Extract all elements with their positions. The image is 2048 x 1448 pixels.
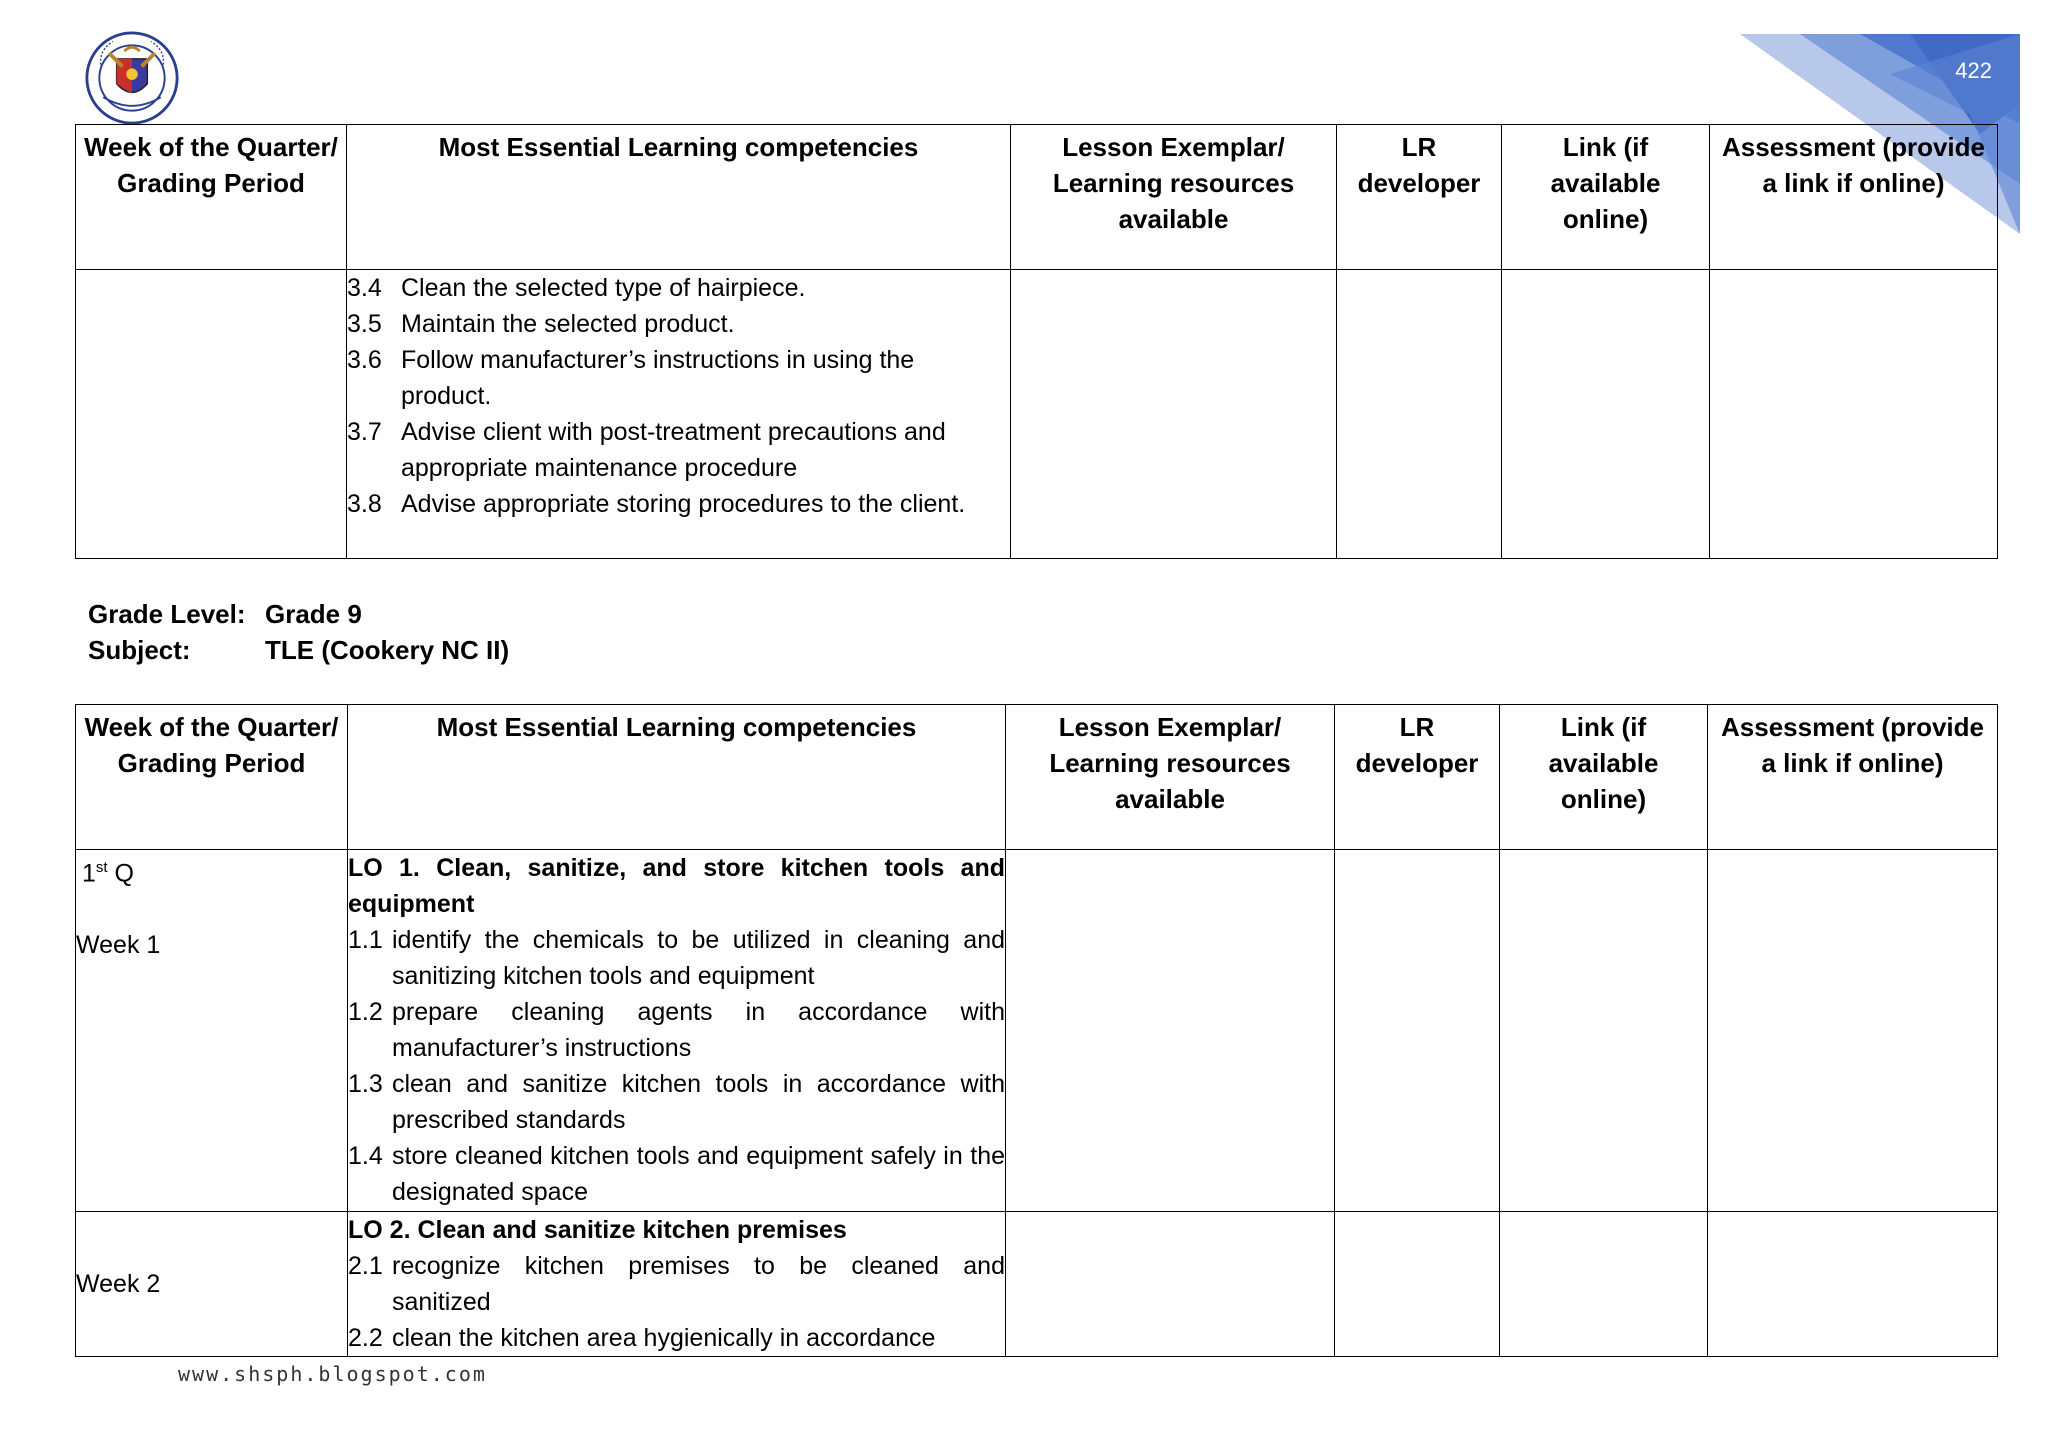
lr-developer-cell — [1335, 1212, 1500, 1357]
assessment-cell — [1710, 270, 1998, 559]
competencies-cell — [347, 270, 1011, 559]
link-cell — [1502, 270, 1710, 559]
lo-title: LO 1. Clean, sanitize, and store kitchen tools and equipment — [348, 854, 1005, 918]
week-cell — [76, 1212, 348, 1357]
item-number: 1.3 — [348, 1070, 383, 1098]
item-number: 2.2 — [348, 1324, 383, 1352]
item-number: 2.1 — [348, 1252, 383, 1280]
col-header-assessment: Assessment (provide a link if online) — [1708, 705, 1998, 850]
item-number: 1.1 — [348, 926, 383, 954]
item-text: clean the kitchen area hygienically in accordance — [392, 1324, 936, 1352]
col-header-lesson-exemplar: Lesson Exemplar/ Learning resources available — [1006, 705, 1335, 850]
col-header-link: Link (if available online) — [1500, 705, 1708, 850]
item-number: 3.5 — [347, 310, 382, 338]
assessment-cell — [1708, 1212, 1998, 1357]
link-cell — [1500, 850, 1708, 1212]
item-number: 3.4 — [347, 274, 382, 302]
item-text: clean and sanitize kitchen tools in accordance with prescribed standards — [392, 1070, 1005, 1134]
week-label: Week 1 — [76, 931, 161, 960]
list-item — [348, 1066, 1005, 1138]
table-row — [76, 1212, 1998, 1357]
list-item — [347, 342, 1010, 414]
lesson-exemplar-cell — [1006, 1212, 1335, 1357]
list-item — [347, 486, 1010, 522]
lo-title: LO 2. Clean and sanitize kitchen premises — [348, 1216, 847, 1244]
competencies-table-continued — [75, 124, 1998, 559]
lesson-exemplar-cell — [1011, 270, 1337, 559]
grade-subject-info — [88, 596, 509, 668]
item-text: store cleaned kitchen tools and equipment safely in the designated space — [392, 1142, 1005, 1206]
table-header-row — [76, 705, 1998, 850]
subject-label: Subject: — [88, 635, 191, 665]
grade-level-value: Grade 9 — [265, 599, 362, 629]
item-text: Advise appropriate storing procedures to the client. — [401, 490, 966, 518]
col-header-week: Week of the Quarter/ Grading Period — [76, 705, 348, 850]
subject-value: TLE (Cookery NC II) — [265, 635, 510, 665]
item-text: prepare cleaning agents in accordance with manufacturer’s instructions — [392, 998, 1005, 1062]
item-text: Clean the selected type of hairpiece. — [401, 274, 806, 302]
list-item — [348, 994, 1005, 1066]
col-header-competencies: Most Essential Learning competencies — [347, 125, 1011, 270]
list-item — [348, 1138, 1005, 1210]
page-number: 422 — [1955, 58, 1992, 83]
item-number: 3.8 — [347, 490, 382, 518]
grade-level-label: Grade Level: — [88, 599, 246, 629]
item-number: 1.4 — [348, 1142, 383, 1170]
competencies-cell — [348, 850, 1006, 1212]
item-text: identify the chemicals to be utilized in cleaning and sanitizing kitchen tools and equipment — [392, 926, 1005, 990]
table-row — [76, 850, 1998, 1212]
week-cell — [76, 850, 348, 1212]
quarter-label: 1st Q — [82, 859, 134, 888]
list-item — [347, 270, 1010, 306]
col-header-week: Week of the Quarter/ Grading Period — [76, 125, 347, 270]
item-number: 3.6 — [347, 346, 382, 374]
table-row — [76, 270, 1998, 559]
item-text: Maintain the selected product. — [401, 310, 735, 338]
deped-seal-logo — [84, 30, 180, 126]
item-text: Advise client with post-treatment precautions and appropriate maintenance procedure — [401, 418, 946, 482]
competencies-table-grade9 — [75, 704, 1998, 1357]
week-label: Week 2 — [76, 1270, 161, 1298]
col-header-link: Link (if available online) — [1502, 125, 1710, 270]
list-item — [348, 1248, 1005, 1320]
item-text: Follow manufacturer’s instructions in using the product. — [401, 346, 915, 410]
item-text: recognize kitchen premises to be cleaned and sanitized — [392, 1252, 1005, 1316]
assessment-cell — [1708, 850, 1998, 1212]
col-header-assessment: Assessment (provide a link if online) — [1710, 125, 1998, 270]
list-item — [348, 1320, 1005, 1356]
item-number: 1.2 — [348, 998, 383, 1026]
col-header-lr-developer: LR developer — [1335, 705, 1500, 850]
list-item — [347, 306, 1010, 342]
list-item — [347, 414, 1010, 486]
competencies-cell — [348, 1212, 1006, 1357]
list-item — [348, 922, 1005, 994]
footer-url: www.shsph.blogspot.com — [178, 1362, 487, 1386]
col-header-lesson-exemplar: Lesson Exemplar/ Learning resources available — [1011, 125, 1337, 270]
item-number: 3.7 — [347, 418, 382, 446]
lr-developer-cell — [1337, 270, 1502, 559]
lr-developer-cell — [1335, 850, 1500, 1212]
table-header-row — [76, 125, 1998, 270]
week-cell — [76, 270, 347, 559]
col-header-competencies: Most Essential Learning competencies — [348, 705, 1006, 850]
col-header-lr-developer: LR developer — [1337, 125, 1502, 270]
lesson-exemplar-cell — [1006, 850, 1335, 1212]
link-cell — [1500, 1212, 1708, 1357]
